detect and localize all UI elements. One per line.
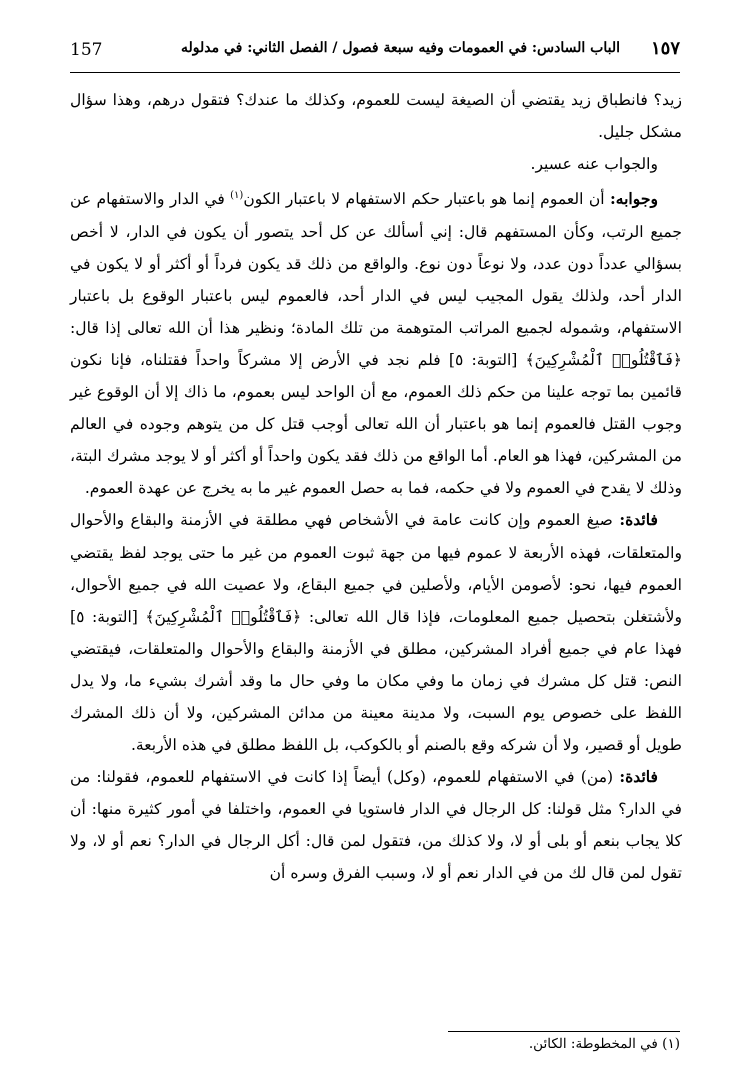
paragraph-3: [70, 180, 682, 504]
paragraph-text: أن العموم إنما هو باعتبار حكم الاستفهام لا باعتبار الكون: [243, 190, 605, 209]
paragraph-text: في الدار والاستفهام عن جميع الرتب، وكأن المستفهم قال: إني أسألك عن كل أحد يتصور أن يكون في الدار، لا أخص بسؤالي عدداً دون عدد، ولا نوعاً دون نوع. والواقع من ذلك قد يكون فرداً أو أكثر أو لا يكون في الدار أحد، ولذلك يقول المجيب ليس في الدار أحد، فالعموم ليس باعتبار الوقوع بل باعتبار الاستفهام، وشموله لجميع المراتب المتوهمة من تلك المادة؛ ونظير هذا أن الله تعالى إذا قال: ﴿فَٱقْتُلُوا۟ ٱلْمُشْرِكِينَ﴾ [التوبة: ٥] فلم نجد في الأرض إلا مشركاً واحداً فقتلناه، فإنا نكون قائمين بما توجه علينا من حكم ذلك العموم، مع أن الواحد ليس بعموم، ما ذاك إلا أن الوقوع غير وجوب القتل فالعموم إنما هو باعتبار أن الله تعالى أوجب قتل كل من يتوهم وجوده في العالم من المشركين، فهذا هو العام. أما الواقع من ذلك فقد يكون واحداً أو أكثر أو لا يوجد مشرك البتة، وذلك لا يقدح في العموم ولا في حكمه، فما به حصل العموم غير ما به يخرج عن عهدة العموم.: [70, 190, 682, 498]
paragraph-text: صيغ العموم وإن كانت عامة في الأشخاص فهي مطلقة في الأزمنة والبقاع والأحوال والمتعلقات، فهذه الأربعة لا عموم فيها من جهة ثبوت العموم من غير ما حتى يوجد لفظ يقتضي العموم فيها، نحو: لأصومن الأيام، ولأصلين في جميع البقاع، ولا عصيت الله في جميع الأحوال، ولأشتغلن بتحصيل جميع المعلومات، فإذا قال الله تعالى: ﴿فَٱقْتُلُوا۟ ٱلْمُشْرِكِينَ﴾ [التوبة: ٥] فهذا عام في جميع أفراد المشركين، مطلق في الأزمنة والبقاع والأحوال والمتعلقات، فيقتضي النص: قتل كل مشرك في زمان ما وفي مكان ما وفي حال ما وقد أشرك بشيء ما، ولا يدل اللفظ على خصوص يوم السبت، ولا مدينة معينة من مدائن المشركين، ولا أن ذلك المشرك طويل أو قصير، ولا أن شركه وقع بالصنم أو بالكوكب، بل اللفظ مطلق في هذه الأربعة.: [70, 511, 682, 755]
footnote-rule: [448, 1031, 680, 1032]
paragraph-text: (من) في الاستفهام للعموم، (وكل) أيضاً إذا كانت في الاستفهام للعموم، فقولنا: من في الدار؟ مثل قولنا: كل الرجال في الدار فاستويا في العموم، واختلفا في أمور كثيرة منها: أن كلا يجاب بنعم أو بلى أو لا، ولا كذلك من، فتقول لمن قال: أكل الرجال في الدار؟ نعم أو لا، ولا تقول لمن قال لك من في الدار نعم أو لا، وسبب الفرق وسره أن: [70, 768, 682, 883]
paragraph-4: [70, 504, 682, 761]
page-header: [70, 38, 680, 68]
footnote: (١) في المخطوطة: الكائن.: [528, 1036, 680, 1052]
page-number-latin: 157: [70, 40, 103, 60]
footnote-marker: (١): [230, 190, 244, 202]
page-number-arabic: ١٥٧: [650, 38, 680, 59]
body-text: [70, 84, 682, 890]
running-title: الباب السادس: في العمومات وفيه سبعة فصول / الفصل الثاني: في مدلوله: [181, 40, 620, 56]
paragraph-text: والجواب عنه عسير.: [530, 155, 658, 174]
paragraph-label: فائدة:: [619, 510, 658, 530]
paragraph-label: فائدة:: [619, 767, 658, 787]
header-rule: [70, 72, 680, 73]
paragraph-1: [70, 84, 682, 148]
paragraph-2: [70, 148, 682, 180]
paragraph-text: زيد؟ فانطباق زيد يقتضي أن الصيغة ليست للعموم، وكذلك ما عندك؟ فتقول درهم، وهذا سؤال مشكل جليل.: [70, 91, 682, 142]
paragraph-5: [70, 761, 682, 889]
paragraph-label: وجوابه:: [609, 189, 658, 209]
